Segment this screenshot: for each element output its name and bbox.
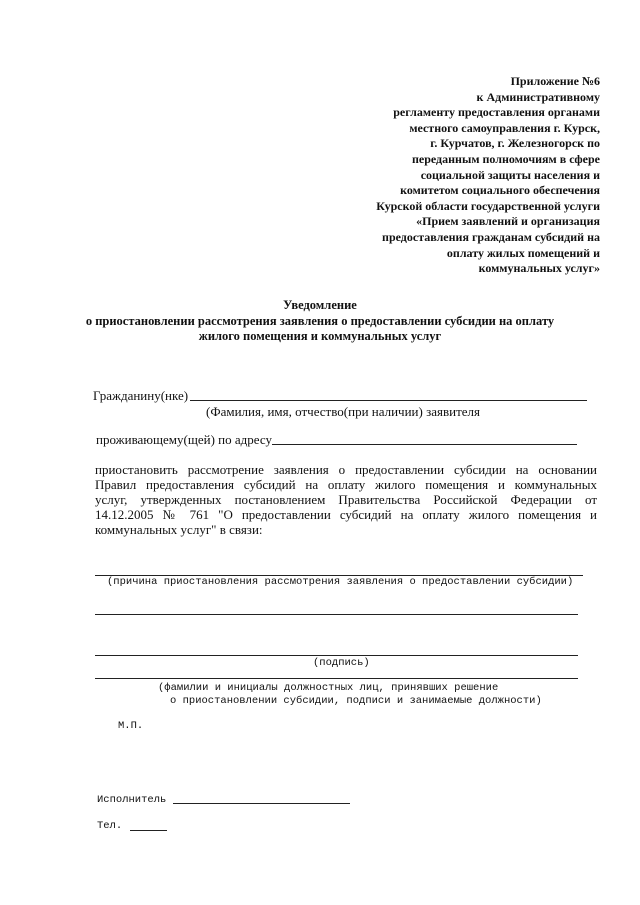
notice-subtitle-line-1: о приостановлении рассмотрения заявления о предоставлении субсидии на оплату bbox=[85, 313, 555, 328]
notice-title bbox=[0, 298, 640, 345]
appendix-line: предоставления гражданам субсидий на bbox=[382, 229, 600, 244]
executor-field[interactable] bbox=[173, 803, 350, 804]
citizen-name-field[interactable] bbox=[190, 400, 587, 401]
appendix-line: «Прием заявлений и организация bbox=[416, 214, 600, 229]
officials-caption-1: (фамилии и инициалы должностных лиц, принявших решение bbox=[158, 682, 499, 694]
appendix-line: социальной защиты населения и bbox=[420, 167, 600, 182]
officials-field[interactable] bbox=[95, 678, 578, 679]
signature-field[interactable] bbox=[95, 655, 578, 656]
notice-subtitle-line-2: жилого помещения и коммунальных услуг bbox=[198, 329, 442, 343]
body-line: приостановить рассмотрение заявления о предоставлении субсидии на основании bbox=[95, 462, 597, 477]
appendix-header bbox=[300, 74, 600, 277]
phone-field[interactable] bbox=[130, 830, 167, 831]
citizen-caption: (Фамилия, имя, отчество(при наличии) заявителя bbox=[206, 404, 480, 419]
appendix-line: комитетом социального обеспечения bbox=[400, 183, 600, 198]
phone-label: Тел. bbox=[97, 820, 123, 832]
officials-caption-2: о приостановлении субсидии, подписи и занимаемые должности) bbox=[170, 695, 542, 707]
executor-label: Исполнитель bbox=[97, 794, 167, 806]
body-line: 14.12.2005 № 761 "О предоставлении субсидий на оплату жилого помещения и bbox=[95, 507, 597, 522]
notice-heading: Уведомление bbox=[283, 298, 357, 312]
body-line: Правил предоставления субсидий на оплату жилого помещения и коммунальных bbox=[95, 477, 597, 492]
signature-caption: (подпись) bbox=[313, 657, 370, 669]
body-line-last: коммунальных услуг" в связи: bbox=[95, 522, 263, 537]
appendix-line: оплату жилых помещений и bbox=[446, 245, 600, 260]
address-label: проживающему(щей) по адресу bbox=[96, 432, 272, 447]
appendix-line: г. Курчатов, г. Железногорск по bbox=[430, 136, 600, 151]
reason-caption: (причина приостановления рассмотрения заявления о предоставлении субсидии) bbox=[107, 576, 574, 588]
appendix-line: к Административному bbox=[476, 89, 600, 104]
stamp-placeholder: М.П. bbox=[118, 720, 144, 732]
citizen-label: Гражданину(нке) bbox=[93, 388, 189, 403]
address-field[interactable] bbox=[272, 444, 577, 445]
reason-field-line-2[interactable] bbox=[95, 614, 578, 615]
appendix-line: Курской области государственной услуги bbox=[376, 198, 600, 213]
appendix-line: регламенту предоставления органами bbox=[393, 105, 600, 120]
body-line: услуг, утвержденных постановлением Правительства Российской Федерации от bbox=[95, 492, 597, 507]
appendix-line: Приложение №6 bbox=[510, 74, 600, 88]
appendix-line: переданным полномочиям в сфере bbox=[411, 151, 600, 166]
appendix-line: коммунальных услуг» bbox=[478, 261, 600, 276]
body-paragraph bbox=[95, 462, 597, 537]
appendix-line: местного самоуправления г. Курск, bbox=[409, 120, 600, 135]
